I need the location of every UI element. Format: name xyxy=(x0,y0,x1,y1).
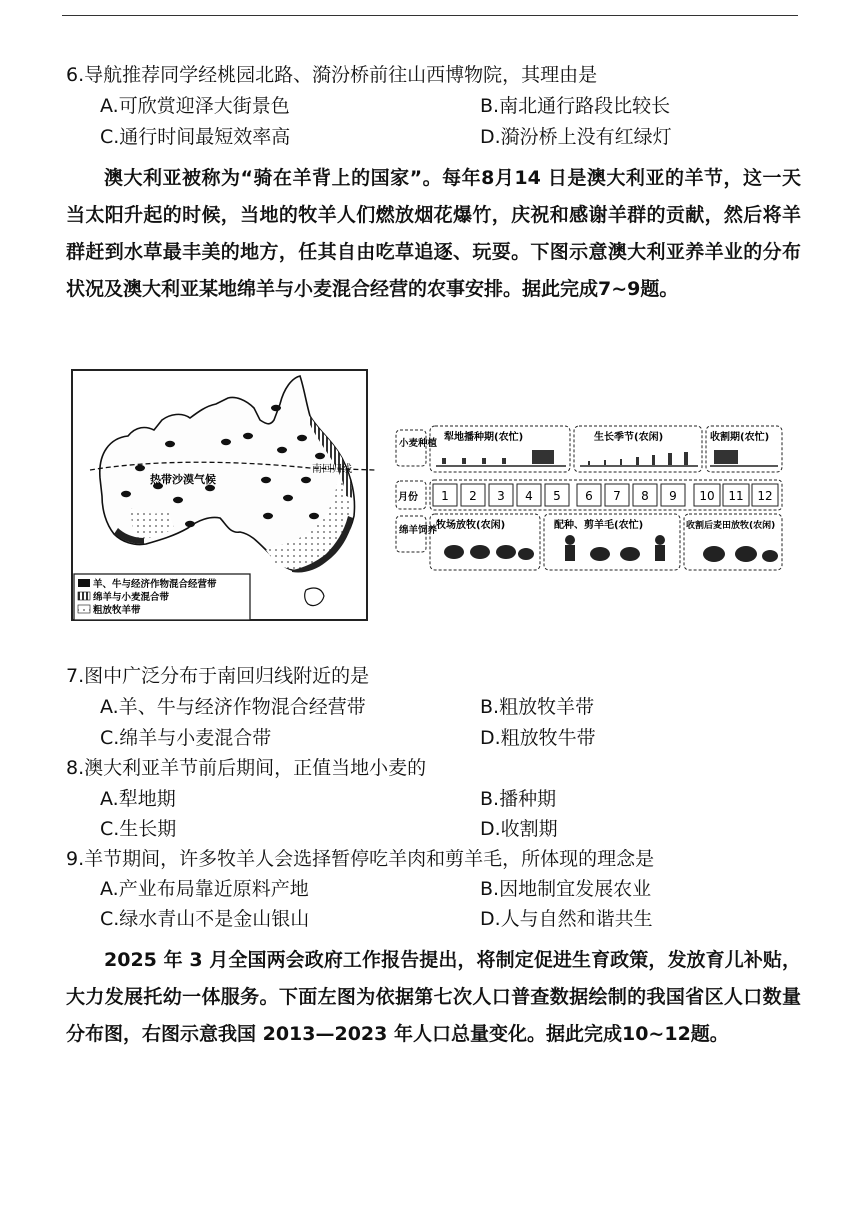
wheat-phase-growing: 生长季节(农闲) xyxy=(594,432,664,443)
sheep-phase-shearing: 配种、剪羊毛(农忙) xyxy=(554,520,644,531)
question-6-option-b: B.南北通行路段比较长 xyxy=(480,95,671,117)
question-7-option-b: B.粗放牧羊带 xyxy=(480,696,595,718)
figure-australia xyxy=(70,368,792,623)
question-7-stem: 7.图中广泛分布于南回归线附近的是 xyxy=(66,665,370,687)
month-8: 8 xyxy=(641,489,649,503)
month-11: 11 xyxy=(728,489,744,503)
passage-population: 2025 年 3 月全国两会政府工作报告提出，将制定促进生育政策，发放育儿补贴，大力发展托幼一体服务。下面左图为依据第七次人口普查数据绘制的我国省区人口数量分布图，右图示意我国 2013—2023 年人口总量变化。据此完成10~12题。 xyxy=(66,949,801,1045)
farm-calendar xyxy=(396,426,782,570)
question-9-option-b: B.因地制宜发展农业 xyxy=(480,878,652,900)
month-3: 3 xyxy=(497,489,505,503)
question-6-option-c: C.通行时间最短效率高 xyxy=(100,126,291,148)
legend-mixed: 羊、牛与经济作物混合经营带 xyxy=(93,579,217,590)
question-6-option-a: A.可欣赏迎泽大街景色 xyxy=(100,95,290,117)
question-7-option-d: D.粗放牧牛带 xyxy=(480,727,596,749)
question-8-option-c: C.生长期 xyxy=(100,818,177,840)
question-6-option-d: D.漪汾桥上没有红绿灯 xyxy=(480,126,672,148)
question-9-option-c: C.绿水青山不是金山银山 xyxy=(100,908,310,930)
sheep-phase-stubble: 收割后麦田放牧(农闲) xyxy=(686,521,776,531)
month-5: 5 xyxy=(553,489,561,503)
desert-label: 热带沙漠气候 xyxy=(150,473,216,486)
question-8-option-d: D.收割期 xyxy=(480,818,558,840)
question-8-stem: 8.澳大利亚羊节前后期间，正值当地小麦的 xyxy=(66,757,427,779)
legend-sheep-wheat: 绵羊与小麦混合带 xyxy=(93,592,170,603)
question-9-option-a: A.产业布局靠近原料产地 xyxy=(100,878,309,900)
row-label-sheep: 绵羊饲养 xyxy=(399,525,438,536)
question-9-stem: 9.羊节期间，许多牧羊人会选择暂停吃羊肉和剪羊毛，所体现的理念是 xyxy=(66,848,655,870)
row-label-wheat: 小麦种植 xyxy=(399,438,438,449)
sheep-phase-grazing: 牧场放牧(农闲) xyxy=(436,520,506,531)
question-8-option-a: A.犁地期 xyxy=(100,788,176,810)
month-12: 12 xyxy=(757,489,773,503)
passage-australia: 澳大利亚被称为“骑在羊背上的国家”。每年8月14 日是澳大利亚的羊节，这一天当太阳升起的时候，当地的牧羊人们燃放烟花爆竹，庆祝和感谢羊群的贡献，然后将羊群赶到水草最丰美的地方，任其自由吃草追逐、玩耍。下图示意澳大利亚养羊业的分布状况及澳大利亚某地绵羊与小麦混合经营的农事安排。据此完成7~9题。 xyxy=(66,167,801,300)
row-label-month: 月份 xyxy=(398,492,418,503)
question-8-option-b: B.播种期 xyxy=(480,788,557,810)
month-4: 4 xyxy=(525,489,533,503)
legend-extensive-sheep: 粗放牧羊带 xyxy=(93,605,141,616)
tropic-label: 南回归线 xyxy=(312,464,352,475)
figure-svg xyxy=(70,368,792,623)
question-6-stem: 6.导航推荐同学经桃园北路、漪汾桥前往山西博物院，其理由是 xyxy=(66,64,598,86)
header-rule xyxy=(62,15,798,16)
month-2: 2 xyxy=(469,489,477,503)
question-9-option-d: D.人与自然和谐共生 xyxy=(480,908,653,930)
month-9: 9 xyxy=(669,489,677,503)
month-6: 6 xyxy=(585,489,593,503)
question-7-option-c: C.绵羊与小麦混合带 xyxy=(100,727,272,749)
question-7-option-a: A.羊、牛与经济作物混合经营带 xyxy=(100,696,366,718)
wheat-phase-sowing: 犁地播种期(农忙) xyxy=(444,432,524,443)
month-10: 10 xyxy=(699,489,715,503)
wheat-phase-harvest: 收割期(农忙) xyxy=(710,432,770,443)
month-1: 1 xyxy=(441,489,449,503)
month-7: 7 xyxy=(613,489,621,503)
